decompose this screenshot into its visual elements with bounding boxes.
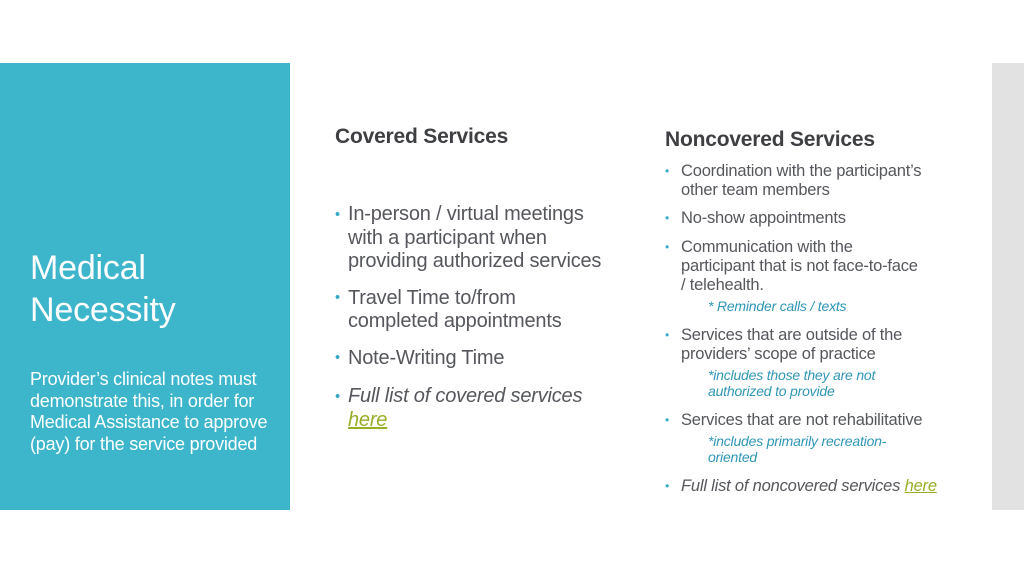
list-item — [335, 347, 630, 373]
covered-services-here-link[interactable]: here — [348, 408, 388, 431]
list-item — [665, 411, 975, 468]
text-line: Medical Assistance to approve — [30, 412, 268, 432]
list-item — [335, 385, 630, 432]
list-item-text — [681, 477, 975, 496]
bullet-icon — [665, 162, 681, 182]
text-line: * Reminder calls / texts — [708, 298, 847, 314]
text-line: Services that are outside of the — [681, 326, 903, 344]
text-line: In-person / virtual meetings — [348, 203, 584, 225]
text-line: *includes those they are not — [708, 367, 876, 383]
text-line: with a participant when — [348, 226, 547, 249]
text-line: Travel Time to/from — [348, 286, 516, 309]
text-line: providers’ scope of practice — [681, 345, 876, 363]
list-item-text — [681, 411, 975, 468]
noncovered-services-heading: Noncovered Services — [665, 128, 875, 151]
text-line: oriented — [708, 449, 757, 465]
list-item-text — [348, 385, 630, 409]
text-line: other team members — [681, 181, 830, 199]
list-item-text — [348, 287, 630, 334]
list-item — [665, 209, 975, 229]
text-line: Full list of covered services — [348, 385, 583, 407]
text-line: providing authorized services — [348, 250, 602, 272]
bullet-icon — [665, 238, 681, 258]
text-line: / telehealth. — [681, 276, 764, 294]
bullet-icon — [335, 287, 348, 313]
list-item-text — [348, 203, 630, 274]
right-accent-bar — [992, 63, 1024, 510]
text-line: (pay) for the service provided — [30, 433, 258, 454]
noncovered-services-column — [665, 129, 975, 506]
text-line: demonstrate this, in order for — [30, 390, 255, 411]
slide-subtitle — [30, 369, 267, 455]
text-line: completed appointments — [348, 310, 562, 332]
text-line: Provider’s clinical notes must — [30, 369, 257, 389]
list-item-text — [348, 385, 630, 432]
list-item — [665, 162, 975, 200]
list-item — [665, 326, 975, 402]
bullet-icon — [335, 347, 348, 373]
list-item-text — [681, 238, 975, 317]
list-item-text — [681, 326, 975, 402]
list-item-text — [681, 162, 975, 200]
noncovered-services-here-link[interactable]: here — [904, 477, 937, 495]
list-item — [335, 287, 630, 334]
text-line: Communication with the — [681, 238, 853, 256]
list-item — [335, 203, 630, 274]
text-line: No-show appointments — [681, 209, 846, 227]
list-item-text — [681, 238, 975, 295]
text-line: authorized to provide — [708, 383, 835, 399]
sub-note — [681, 433, 975, 465]
list-item-text — [681, 209, 975, 228]
bullet-icon — [335, 203, 348, 229]
bullet-icon — [665, 209, 681, 229]
text-line: Note-Writing Time — [348, 346, 505, 369]
bullet-icon — [665, 477, 681, 497]
text-line: participant that is not face-to-face — [681, 257, 918, 275]
list-item-text — [681, 326, 975, 364]
text-line: *includes primarily recreation- — [708, 433, 887, 449]
title-panel — [0, 63, 290, 510]
bullet-icon — [665, 326, 681, 346]
text-line: Coordination with the participant’s — [681, 162, 922, 180]
sub-note — [681, 298, 975, 314]
sub-note — [681, 367, 975, 399]
slide-title: Medical Necessity — [30, 249, 176, 329]
list-item-text — [348, 347, 630, 371]
covered-services-column — [335, 126, 630, 445]
bullet-icon — [335, 385, 348, 411]
covered-services-heading: Covered Services — [335, 125, 509, 148]
text-line: Services that are not rehabilitative — [681, 411, 923, 429]
bullet-icon — [665, 411, 681, 431]
list-item — [665, 477, 975, 497]
list-item — [665, 238, 975, 317]
list-item-text — [681, 411, 975, 430]
list-item-text: Full list of noncovered services — [681, 477, 901, 495]
